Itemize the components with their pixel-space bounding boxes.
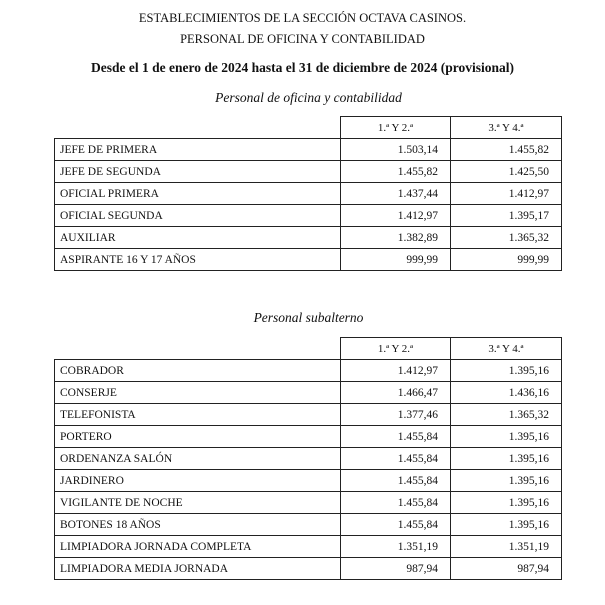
salary-cat-3-4: 1.455,82 (451, 139, 562, 161)
salary-cat-1-2: 1.377,46 (341, 404, 451, 426)
table-row (55, 360, 562, 382)
salary-cat-1-2: 1.455,82 (341, 161, 451, 183)
category-name: TELEFONISTA (55, 404, 341, 426)
salary-table-oficina (54, 116, 562, 271)
salary-cat-1-2: 1.412,97 (341, 205, 451, 227)
table-row (55, 183, 562, 205)
category-name: CONSERJE (55, 382, 341, 404)
category-name: JEFE DE PRIMERA (55, 139, 341, 161)
category-name: COBRADOR (55, 360, 341, 382)
table-row (55, 249, 562, 271)
salary-cat-1-2: 999,99 (341, 249, 451, 271)
column-header-cat-3-4: 3.ª Y 4.ª (451, 338, 562, 360)
salary-cat-1-2: 1.503,14 (341, 139, 451, 161)
header-blank-cell (55, 338, 341, 360)
salary-cat-3-4: 1.395,16 (451, 470, 562, 492)
table-caption-subalterno: Personal subalterno (253, 310, 364, 325)
table-row (55, 558, 562, 580)
table-header-row (55, 117, 562, 139)
salary-cat-3-4: 1.395,16 (451, 360, 562, 382)
salary-cat-1-2: 1.455,84 (341, 448, 451, 470)
salary-cat-3-4: 1.425,50 (451, 161, 562, 183)
category-name: OFICIAL PRIMERA (55, 183, 341, 205)
table-row (55, 161, 562, 183)
period-title: Desde el 1 de enero de 2024 hasta el 31 de diciembre de 2024 (provisional) (91, 60, 514, 75)
table-row (55, 404, 562, 426)
salary-cat-3-4: 1.436,16 (451, 382, 562, 404)
table-row (55, 514, 562, 536)
category-name: PORTERO (55, 426, 341, 448)
salary-cat-3-4: 1.351,19 (451, 536, 562, 558)
salary-cat-3-4: 1.395,16 (451, 514, 562, 536)
salary-cat-1-2: 1.412,97 (341, 360, 451, 382)
salary-cat-1-2: 987,94 (341, 558, 451, 580)
document-heading-line2: PERSONAL DE OFICINA Y CONTABILIDAD (180, 32, 425, 46)
salary-cat-1-2: 1.455,84 (341, 470, 451, 492)
category-name: OFICIAL SEGUNDA (55, 205, 341, 227)
salary-cat-3-4: 1.395,16 (451, 448, 562, 470)
salary-cat-3-4: 1.395,17 (451, 205, 562, 227)
document-heading-line1: ESTABLECIMIENTOS DE LA SECCIÓN OCTAVA CASINOS. (138, 11, 467, 25)
category-name: AUXILIAR (55, 227, 341, 249)
column-header-cat-3-4: 3.ª Y 4.ª (451, 117, 562, 139)
category-name: VIGILANTE DE NOCHE (55, 492, 341, 514)
salary-cat-1-2: 1.382,89 (341, 227, 451, 249)
category-name: JEFE DE SEGUNDA (55, 161, 341, 183)
category-name: ORDENANZA SALÓN (55, 448, 341, 470)
category-name: BOTONES 18 AÑOS (55, 514, 341, 536)
category-name: LIMPIADORA JORNADA COMPLETA (55, 536, 341, 558)
table-row (55, 205, 562, 227)
salary-cat-3-4: 1.365,32 (451, 404, 562, 426)
category-name: JARDINERO (55, 470, 341, 492)
salary-cat-3-4: 1.412,97 (451, 183, 562, 205)
header-blank-cell (55, 117, 341, 139)
salary-cat-3-4: 1.365,32 (451, 227, 562, 249)
table-caption-oficina: Personal de oficina y contabilidad (215, 90, 402, 105)
table-row (55, 227, 562, 249)
category-name: LIMPIADORA MEDIA JORNADA (55, 558, 341, 580)
table-row (55, 492, 562, 514)
salary-cat-1-2: 1.437,44 (341, 183, 451, 205)
table-row (55, 448, 562, 470)
table-row (55, 536, 562, 558)
salary-cat-1-2: 1.455,84 (341, 426, 451, 448)
salary-cat-1-2: 1.455,84 (341, 492, 451, 514)
table-row (55, 382, 562, 404)
table-row (55, 426, 562, 448)
salary-cat-1-2: 1.466,47 (341, 382, 451, 404)
salary-cat-3-4: 1.395,16 (451, 426, 562, 448)
column-header-cat-1-2: 1.ª Y 2.ª (341, 117, 451, 139)
table-row (55, 470, 562, 492)
table-header-row (55, 338, 562, 360)
salary-table-subalterno (54, 337, 562, 580)
salary-cat-1-2: 1.351,19 (341, 536, 451, 558)
column-header-cat-1-2: 1.ª Y 2.ª (341, 338, 451, 360)
table-row (55, 139, 562, 161)
salary-cat-1-2: 1.455,84 (341, 514, 451, 536)
salary-cat-3-4: 999,99 (451, 249, 562, 271)
salary-cat-3-4: 1.395,16 (451, 492, 562, 514)
salary-cat-3-4: 987,94 (451, 558, 562, 580)
category-name: ASPIRANTE 16 Y 17 AÑOS (55, 249, 341, 271)
